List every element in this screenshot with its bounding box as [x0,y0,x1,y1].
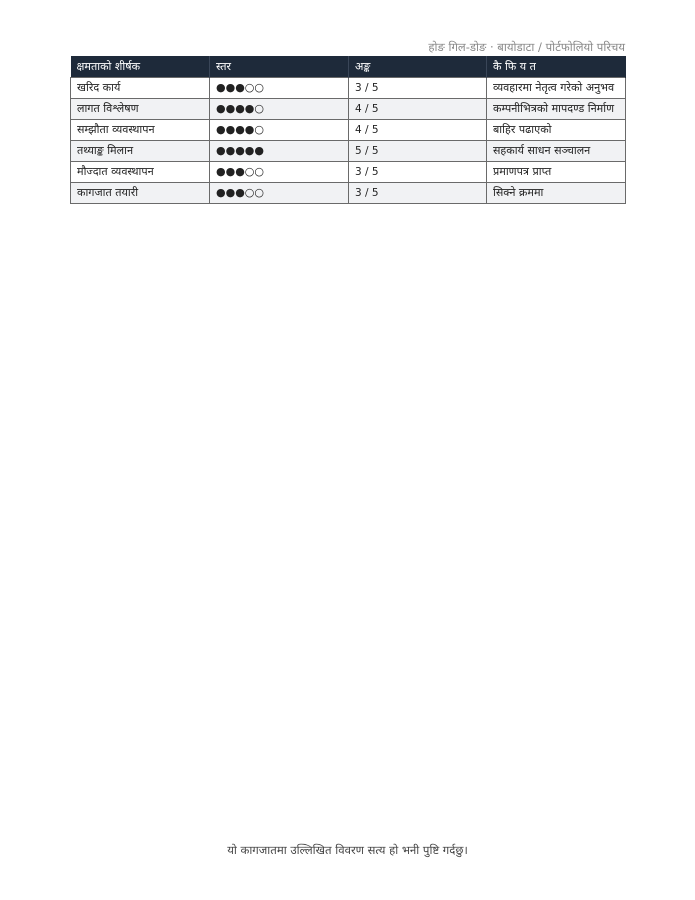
level-rating: ●●●●○ [210,99,349,120]
score-cell: 5 / 5 [349,141,487,162]
note-cell: कम्पनीभित्रको मापदण्ड निर्माण [487,99,626,120]
skill-cell: तथ्याङ्क मिलान [71,141,210,162]
confirmation-footer: यो कागजातमा उल्लिखित विवरण सत्य हो भनी पुष्टि गर्दछु। [227,843,468,857]
skill-cell: खरिद कार्य [71,78,210,99]
table-row [71,78,626,99]
table-row [71,162,626,183]
level-rating: ●●●●● [210,141,349,162]
note-cell: व्यवहारमा नेतृत्व गरेको अनुभव [487,78,626,99]
column-header-note: कै फि य त [487,56,626,78]
note-cell: प्रमाणपत्र प्राप्त [487,162,626,183]
note-cell: बाहिर पढाएको [487,120,626,141]
score-cell: 3 / 5 [349,162,487,183]
table-row [71,141,626,162]
level-rating: ●●●●○ [210,120,349,141]
table-row [71,99,626,120]
score-cell: 3 / 5 [349,78,487,99]
skill-cell: कागजात तयारी [71,183,210,204]
level-rating: ●●●○○ [210,78,349,99]
score-cell: 3 / 5 [349,183,487,204]
table-header-row [71,56,626,78]
level-rating: ●●●○○ [210,183,349,204]
skill-cell: सम्झौता व्यवस्थापन [71,120,210,141]
note-cell: सिक्ने क्रममा [487,183,626,204]
page-header: होङ गिल-डोङ · बायोडाटा / पोर्टफोलियो परिचय [428,40,625,54]
note-cell: सहकार्य साधन सञ्चालन [487,141,626,162]
table-row [71,183,626,204]
column-header-skill: क्षमताको शीर्षक [71,56,210,78]
skills-table [70,56,626,204]
level-rating: ●●●○○ [210,162,349,183]
score-cell: 4 / 5 [349,120,487,141]
table-row [71,120,626,141]
skill-cell: लागत विश्लेषण [71,99,210,120]
column-header-score: अङ्क [349,56,487,78]
skill-cell: मौज्दात व्यवस्थापन [71,162,210,183]
score-cell: 4 / 5 [349,99,487,120]
column-header-level: स्तर [210,56,349,78]
